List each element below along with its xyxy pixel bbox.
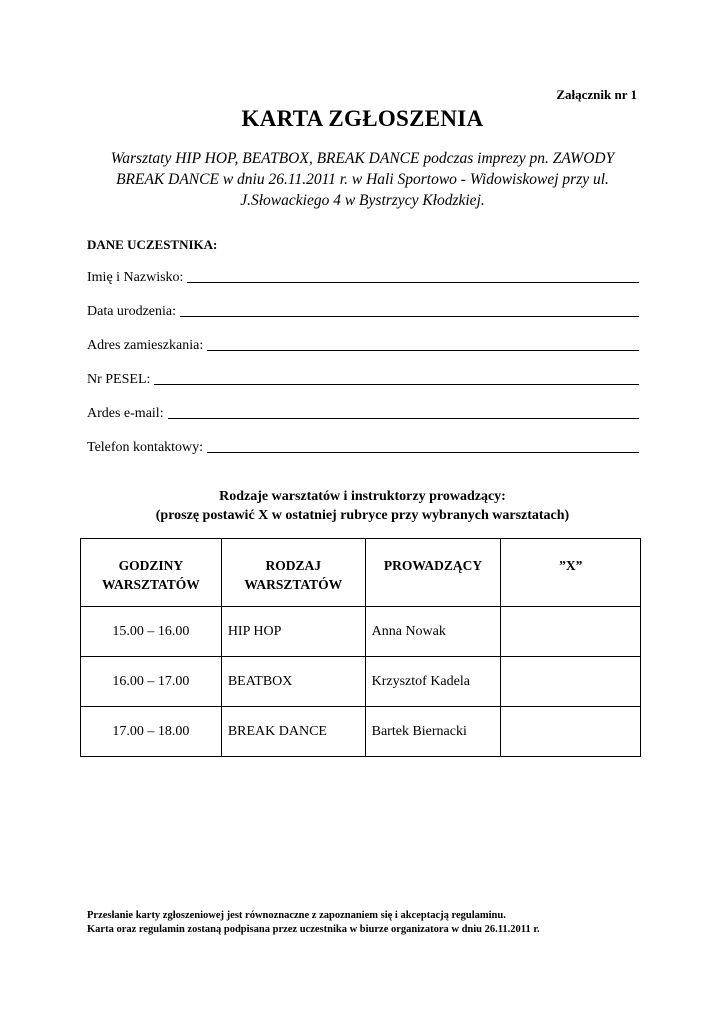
event-description-line: Warsztaty HIP HOP, BEATBOX, BREAK DANCE podczas imprezy pn. ZAWODY [110, 150, 615, 167]
pesel-label: Nr PESEL: [87, 372, 151, 387]
type-cell: BREAK DANCE [221, 707, 365, 757]
email-input-line[interactable] [168, 418, 639, 419]
attachment-label: Załącznik nr 1 [556, 87, 637, 102]
workshops-heading-line: Rodzaje warsztatów i instruktorzy prowadzący: [219, 489, 506, 504]
table-row [81, 657, 641, 707]
footer-note [87, 909, 540, 937]
phone-label: Telefon kontaktowy: [87, 440, 204, 455]
instructor-cell: Anna Nowak [365, 607, 501, 657]
column-header-mark: ”X” [501, 539, 641, 607]
birth-date-field[interactable] [87, 300, 639, 320]
mark-cell[interactable] [501, 707, 641, 757]
hours-cell: 16.00 – 17.00 [81, 657, 222, 707]
address-input-line[interactable] [207, 350, 639, 351]
table-row [81, 707, 641, 757]
type-cell: BEATBOX [221, 657, 365, 707]
full-name-input-line[interactable] [187, 282, 639, 283]
address-label: Adres zamieszkania: [87, 338, 204, 353]
footer-line: Przesłanie karty zgłoszeniowej jest równoznaczne z zapoznaniem się i akceptacją regulaminu. [87, 910, 506, 921]
full-name-field[interactable] [87, 266, 639, 286]
document-title: KARTA ZGŁOSZENIA [241, 106, 484, 131]
event-description-line: BREAK DANCE w dniu 26.11.2011 r. w Hali Sportowo - Widowiskowej przy ul. [116, 171, 609, 188]
instructor-cell: Krzysztof Kadela [365, 657, 501, 707]
full-name-label: Imię i Nazwisko: [87, 270, 184, 285]
table-header-row [81, 539, 641, 607]
footer-line: Karta oraz regulamin zostaną podpisana przez uczestnika w biurze organizatora w dniu 26.11.2011 r. [87, 924, 540, 935]
mark-cell[interactable] [501, 607, 641, 657]
birth-date-input-line[interactable] [180, 316, 639, 317]
table-row [81, 607, 641, 657]
pesel-input-line[interactable] [154, 384, 639, 385]
workshops-table [80, 538, 641, 757]
column-header-type: RODZAJ WARSZTATÓW [221, 539, 365, 607]
workshops-instruction-line: (proszę postawić X w ostatniej rubryce przy wybranych warsztatach) [155, 508, 570, 523]
birth-date-label: Data urodzenia: [87, 304, 177, 319]
hours-cell: 15.00 – 16.00 [81, 607, 222, 657]
mark-cell[interactable] [501, 657, 641, 707]
email-field[interactable] [87, 402, 639, 422]
instructor-cell: Bartek Biernacki [365, 707, 501, 757]
event-description-line: J.Słowackiego 4 w Bystrzycy Kłodzkiej. [240, 192, 485, 209]
type-cell: HIP HOP [221, 607, 365, 657]
column-header-instructor: PROWADZĄCY [365, 539, 501, 607]
email-label: Ardes e-mail: [87, 406, 164, 421]
phone-field[interactable] [87, 436, 639, 456]
column-header-hours: GODZINY WARSZTATÓW [81, 539, 222, 607]
pesel-field[interactable] [87, 368, 639, 388]
address-field[interactable] [87, 334, 639, 354]
event-description [80, 148, 645, 211]
participant-heading: DANE UCZESTNIKA: [87, 237, 218, 252]
workshops-heading [0, 487, 725, 525]
hours-cell: 17.00 – 18.00 [81, 707, 222, 757]
phone-input-line[interactable] [207, 452, 639, 453]
